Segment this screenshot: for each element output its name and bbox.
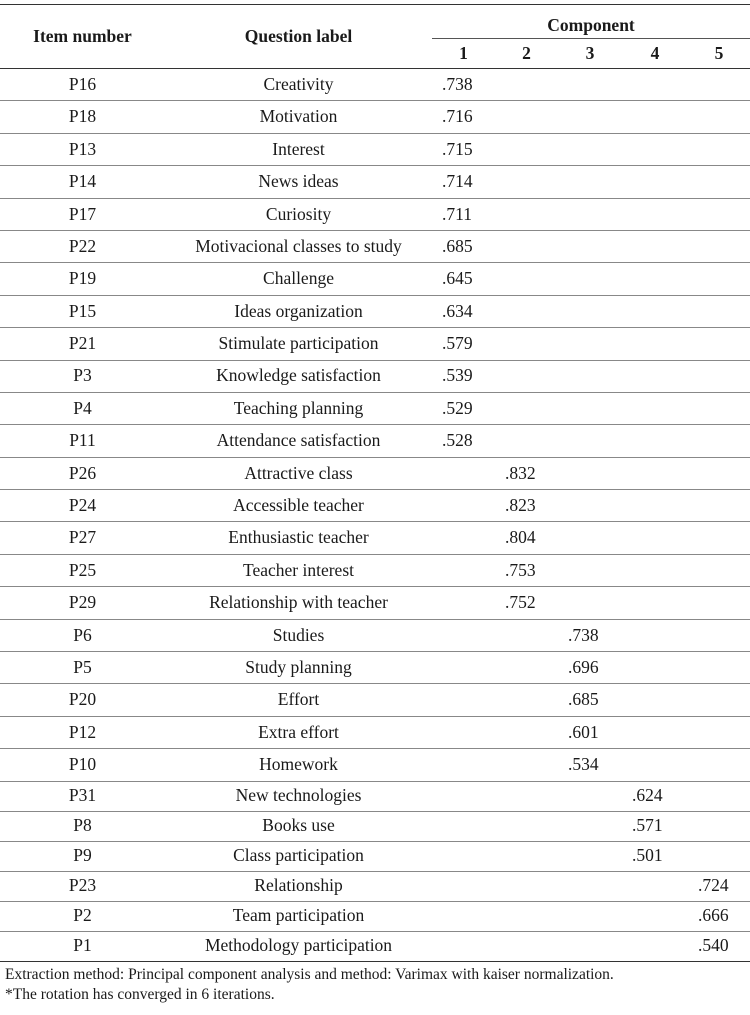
question-label-cell: Attendance satisfaction xyxy=(165,425,432,457)
item-number-cell: P14 xyxy=(0,166,165,198)
item-number-cell: P18 xyxy=(0,101,165,133)
item-number-cell: P27 xyxy=(0,522,165,554)
empty-cell xyxy=(432,457,495,489)
loading-value-cell: .714 xyxy=(432,166,495,198)
empty-cell xyxy=(622,684,688,716)
empty-cell xyxy=(495,781,558,811)
empty-cell xyxy=(688,716,750,748)
table-row xyxy=(0,328,750,360)
empty-cell xyxy=(622,263,688,295)
loading-value-cell: .685 xyxy=(558,684,622,716)
table-row xyxy=(0,522,750,554)
question-label-cell: Teacher interest xyxy=(165,554,432,586)
empty-cell xyxy=(688,69,750,101)
empty-cell xyxy=(558,841,622,871)
empty-cell xyxy=(558,133,622,165)
loading-value-cell: .540 xyxy=(688,931,750,961)
table-row xyxy=(0,749,750,781)
item-number-cell: P10 xyxy=(0,749,165,781)
loading-value-cell: .601 xyxy=(558,716,622,748)
factor-loadings-table xyxy=(0,5,750,962)
question-label-cell: Effort xyxy=(165,684,432,716)
empty-cell xyxy=(688,392,750,424)
empty-cell xyxy=(622,901,688,931)
question-label-cell: Extra effort xyxy=(165,716,432,748)
item-number-cell: P9 xyxy=(0,841,165,871)
empty-cell xyxy=(495,263,558,295)
header-component-5: 5 xyxy=(688,39,750,69)
table-row xyxy=(0,263,750,295)
header-component-4: 4 xyxy=(622,39,688,69)
table-row xyxy=(0,69,750,101)
loading-value-cell: .724 xyxy=(688,871,750,901)
table-row xyxy=(0,931,750,961)
loading-value-cell: .529 xyxy=(432,392,495,424)
empty-cell xyxy=(495,931,558,961)
empty-cell xyxy=(558,457,622,489)
question-label-cell: Interest xyxy=(165,133,432,165)
item-number-cell: P24 xyxy=(0,490,165,522)
item-number-cell: P12 xyxy=(0,716,165,748)
item-number-cell: P22 xyxy=(0,230,165,262)
table-row xyxy=(0,781,750,811)
empty-cell xyxy=(495,619,558,651)
empty-cell xyxy=(622,166,688,198)
empty-cell xyxy=(558,554,622,586)
empty-cell xyxy=(622,392,688,424)
item-number-cell: P3 xyxy=(0,360,165,392)
empty-cell xyxy=(558,392,622,424)
empty-cell xyxy=(432,901,495,931)
empty-cell xyxy=(495,230,558,262)
empty-cell xyxy=(558,101,622,133)
empty-cell xyxy=(495,101,558,133)
item-number-cell: P29 xyxy=(0,587,165,619)
empty-cell xyxy=(432,490,495,522)
table-row xyxy=(0,392,750,424)
empty-cell xyxy=(622,749,688,781)
table-row xyxy=(0,198,750,230)
empty-cell xyxy=(622,69,688,101)
question-label-cell: Curiosity xyxy=(165,198,432,230)
empty-cell xyxy=(432,684,495,716)
empty-cell xyxy=(622,425,688,457)
item-number-cell: P6 xyxy=(0,619,165,651)
empty-cell xyxy=(432,781,495,811)
question-label-cell: Creativity xyxy=(165,69,432,101)
table-row xyxy=(0,425,750,457)
empty-cell xyxy=(495,811,558,841)
empty-cell xyxy=(432,522,495,554)
loading-value-cell: .645 xyxy=(432,263,495,295)
empty-cell xyxy=(622,554,688,586)
empty-cell xyxy=(558,360,622,392)
empty-cell xyxy=(495,133,558,165)
question-label-cell: Motivation xyxy=(165,101,432,133)
empty-cell xyxy=(622,230,688,262)
table-row xyxy=(0,901,750,931)
header-item-number: Item number xyxy=(0,5,165,69)
empty-cell xyxy=(688,522,750,554)
table-row xyxy=(0,619,750,651)
empty-cell xyxy=(495,166,558,198)
question-label-cell: Class participation xyxy=(165,841,432,871)
item-number-cell: P23 xyxy=(0,871,165,901)
question-label-cell: Relationship xyxy=(165,871,432,901)
loading-value-cell: .832 xyxy=(495,457,558,489)
empty-cell xyxy=(622,619,688,651)
empty-cell xyxy=(495,198,558,230)
question-label-cell: Ideas organization xyxy=(165,295,432,327)
empty-cell xyxy=(558,871,622,901)
loading-value-cell: .752 xyxy=(495,587,558,619)
empty-cell xyxy=(688,230,750,262)
table-row xyxy=(0,490,750,522)
empty-cell xyxy=(558,295,622,327)
question-label-cell: Relationship with teacher xyxy=(165,587,432,619)
empty-cell xyxy=(688,425,750,457)
table-body xyxy=(0,69,750,962)
question-label-cell: Methodology participation xyxy=(165,931,432,961)
empty-cell xyxy=(495,871,558,901)
item-number-cell: P13 xyxy=(0,133,165,165)
empty-cell xyxy=(558,263,622,295)
question-label-cell: Books use xyxy=(165,811,432,841)
item-number-cell: P31 xyxy=(0,781,165,811)
empty-cell xyxy=(432,749,495,781)
loading-value-cell: .571 xyxy=(622,811,688,841)
empty-cell xyxy=(495,392,558,424)
empty-cell xyxy=(622,931,688,961)
empty-cell xyxy=(688,133,750,165)
header-component-1: 1 xyxy=(432,39,495,69)
item-number-cell: P25 xyxy=(0,554,165,586)
empty-cell xyxy=(432,587,495,619)
question-label-cell: Homework xyxy=(165,749,432,781)
item-number-cell: P26 xyxy=(0,457,165,489)
table-row xyxy=(0,652,750,684)
empty-cell xyxy=(622,295,688,327)
empty-cell xyxy=(432,652,495,684)
empty-cell xyxy=(688,490,750,522)
empty-cell xyxy=(558,425,622,457)
empty-cell xyxy=(688,457,750,489)
item-number-cell: P8 xyxy=(0,811,165,841)
empty-cell xyxy=(558,328,622,360)
item-number-cell: P4 xyxy=(0,392,165,424)
empty-cell xyxy=(622,360,688,392)
item-number-cell: P11 xyxy=(0,425,165,457)
table-row xyxy=(0,811,750,841)
loading-value-cell: .685 xyxy=(432,230,495,262)
header-component: Component xyxy=(432,5,750,39)
table-row xyxy=(0,230,750,262)
loading-value-cell: .539 xyxy=(432,360,495,392)
empty-cell xyxy=(688,841,750,871)
empty-cell xyxy=(495,652,558,684)
loading-value-cell: .715 xyxy=(432,133,495,165)
empty-cell xyxy=(688,684,750,716)
loading-value-cell: .696 xyxy=(558,652,622,684)
table-row xyxy=(0,457,750,489)
empty-cell xyxy=(688,166,750,198)
header-question-label: Question label xyxy=(165,5,432,69)
question-label-cell: Studies xyxy=(165,619,432,651)
empty-cell xyxy=(558,230,622,262)
table-row xyxy=(0,716,750,748)
empty-cell xyxy=(688,619,750,651)
empty-cell xyxy=(558,901,622,931)
empty-cell xyxy=(622,457,688,489)
loading-value-cell: .501 xyxy=(622,841,688,871)
empty-cell xyxy=(688,295,750,327)
empty-cell xyxy=(432,841,495,871)
table-row xyxy=(0,587,750,619)
empty-cell xyxy=(495,749,558,781)
empty-cell xyxy=(558,198,622,230)
loading-value-cell: .738 xyxy=(558,619,622,651)
item-number-cell: P15 xyxy=(0,295,165,327)
question-label-cell: Knowledge satisfaction xyxy=(165,360,432,392)
empty-cell xyxy=(622,652,688,684)
empty-cell xyxy=(558,931,622,961)
empty-cell xyxy=(688,652,750,684)
empty-cell xyxy=(688,360,750,392)
empty-cell xyxy=(622,490,688,522)
empty-cell xyxy=(432,931,495,961)
table-row xyxy=(0,871,750,901)
empty-cell xyxy=(688,328,750,360)
item-number-cell: P1 xyxy=(0,931,165,961)
question-label-cell: Attractive class xyxy=(165,457,432,489)
empty-cell xyxy=(622,871,688,901)
table-row xyxy=(0,684,750,716)
loading-value-cell: .666 xyxy=(688,901,750,931)
loading-value-cell: .634 xyxy=(432,295,495,327)
question-label-cell: Teaching planning xyxy=(165,392,432,424)
item-number-cell: P20 xyxy=(0,684,165,716)
empty-cell xyxy=(558,69,622,101)
empty-cell xyxy=(495,684,558,716)
item-number-cell: P2 xyxy=(0,901,165,931)
empty-cell xyxy=(495,69,558,101)
empty-cell xyxy=(622,328,688,360)
question-label-cell: Accessible teacher xyxy=(165,490,432,522)
header-component-2: 2 xyxy=(495,39,558,69)
empty-cell xyxy=(688,198,750,230)
item-number-cell: P16 xyxy=(0,69,165,101)
empty-cell xyxy=(432,871,495,901)
empty-cell xyxy=(688,781,750,811)
empty-cell xyxy=(558,166,622,198)
loading-value-cell: .804 xyxy=(495,522,558,554)
table-row xyxy=(0,554,750,586)
empty-cell xyxy=(558,587,622,619)
empty-cell xyxy=(688,101,750,133)
item-number-cell: P19 xyxy=(0,263,165,295)
table-row xyxy=(0,841,750,871)
loading-value-cell: .528 xyxy=(432,425,495,457)
question-label-cell: Stimulate participation xyxy=(165,328,432,360)
table-row xyxy=(0,166,750,198)
question-label-cell: Team participation xyxy=(165,901,432,931)
empty-cell xyxy=(622,198,688,230)
table-row xyxy=(0,101,750,133)
empty-cell xyxy=(432,811,495,841)
empty-cell xyxy=(558,490,622,522)
empty-cell xyxy=(688,263,750,295)
empty-cell xyxy=(558,811,622,841)
loading-value-cell: .579 xyxy=(432,328,495,360)
empty-cell xyxy=(432,619,495,651)
empty-cell xyxy=(622,522,688,554)
loading-value-cell: .716 xyxy=(432,101,495,133)
item-number-cell: P5 xyxy=(0,652,165,684)
empty-cell xyxy=(558,781,622,811)
empty-cell xyxy=(495,360,558,392)
loading-value-cell: .823 xyxy=(495,490,558,522)
empty-cell xyxy=(495,716,558,748)
table-row xyxy=(0,295,750,327)
question-label-cell: News ideas xyxy=(165,166,432,198)
question-label-cell: Enthusiastic teacher xyxy=(165,522,432,554)
empty-cell xyxy=(495,901,558,931)
empty-cell xyxy=(495,841,558,871)
loading-value-cell: .534 xyxy=(558,749,622,781)
question-label-cell: Motivacional classes to study xyxy=(165,230,432,262)
item-number-cell: P17 xyxy=(0,198,165,230)
note-rotation: *The rotation has converged in 6 iterations. xyxy=(5,986,275,1003)
empty-cell xyxy=(432,716,495,748)
item-number-cell: P21 xyxy=(0,328,165,360)
empty-cell xyxy=(622,101,688,133)
table-row xyxy=(0,360,750,392)
empty-cell xyxy=(622,133,688,165)
empty-cell xyxy=(495,295,558,327)
empty-cell xyxy=(688,554,750,586)
note-extraction-method: Extraction method: Principal component analysis and method: Varimax with kaiser normalization. xyxy=(5,966,614,983)
loading-value-cell: .711 xyxy=(432,198,495,230)
empty-cell xyxy=(495,328,558,360)
empty-cell xyxy=(432,554,495,586)
empty-cell xyxy=(688,811,750,841)
empty-cell xyxy=(495,425,558,457)
empty-cell xyxy=(622,587,688,619)
question-label-cell: New technologies xyxy=(165,781,432,811)
loading-value-cell: .753 xyxy=(495,554,558,586)
header-component-3: 3 xyxy=(558,39,622,69)
question-label-cell: Challenge xyxy=(165,263,432,295)
table-row xyxy=(0,133,750,165)
question-label-cell: Study planning xyxy=(165,652,432,684)
loading-value-cell: .624 xyxy=(622,781,688,811)
empty-cell xyxy=(622,716,688,748)
empty-cell xyxy=(688,749,750,781)
loading-value-cell: .738 xyxy=(432,69,495,101)
empty-cell xyxy=(688,587,750,619)
empty-cell xyxy=(558,522,622,554)
